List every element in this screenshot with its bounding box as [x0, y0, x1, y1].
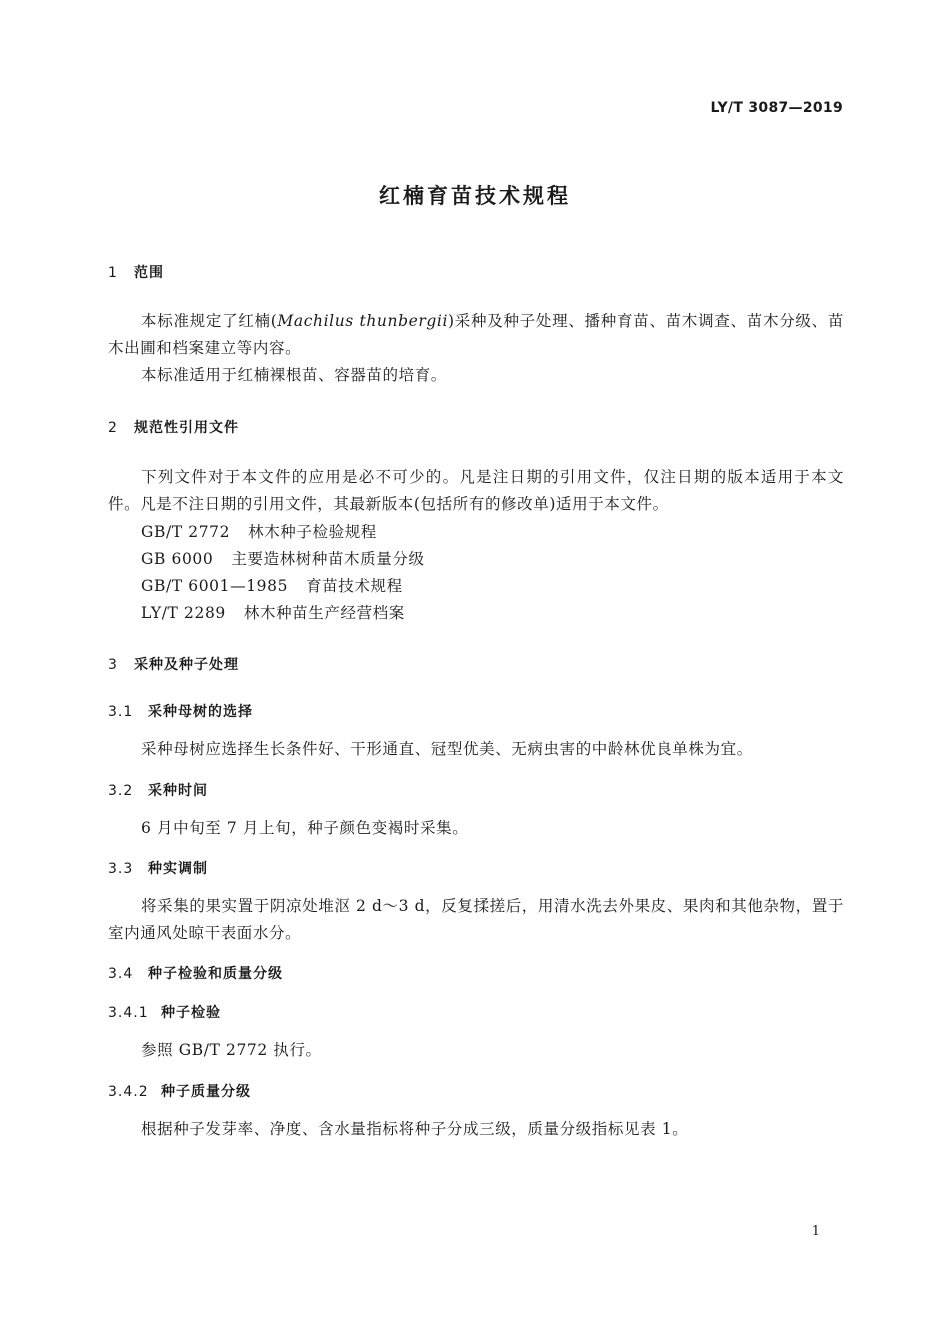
- reference-item: GB/T 6001—1985 育苗技术规程: [141, 577, 403, 595]
- section-3-4-2-heading: 3.4.2 种子质量分级: [108, 1084, 251, 1100]
- section-3-3-heading: 3.3 种实调制: [108, 861, 208, 877]
- section-2-heading: 2 规范性引用文件: [108, 420, 239, 436]
- section-number: 1: [108, 265, 118, 281]
- section-3-heading: 3 采种及种子处理: [108, 657, 239, 673]
- scope-paragraph-1: 本标准规定了红楠(Machilus thunbergii)采种及种子处理、播种育苗、苗木调查、苗木分级、苗木出圃和档案建立等内容。: [108, 312, 844, 357]
- section-1-heading: [108, 262, 164, 282]
- reference-item: LY/T 2289 林木种苗生产经营档案: [141, 604, 405, 622]
- reference-item: GB 6000 主要造林树种苗木质量分级: [141, 550, 425, 568]
- section-3-4-heading: 3.4 种子检验和质量分级: [108, 966, 283, 982]
- latin-species-name: Machilus thunbergii: [277, 312, 449, 330]
- reference-item: GB/T 2772 林木种子检验规程: [141, 523, 377, 541]
- page-number: 1: [811, 1224, 820, 1239]
- section-3-2-heading: 3.2 采种时间: [108, 783, 208, 799]
- section-3-4-2-text: 根据种子发芽率、净度、含水量指标将种子分成三级，质量分级指标见表 1。: [141, 1120, 689, 1138]
- standard-code: LY/T 3087—2019: [710, 100, 843, 116]
- scope-paragraph-2: 本标准适用于红楠裸根苗、容器苗的培育。: [141, 366, 447, 384]
- section-3-1-heading: 3.1 采种母树的选择: [108, 704, 253, 720]
- section-3-4-1-heading: 3.4.1 种子检验: [108, 1005, 221, 1021]
- section-3-4-1-text: 参照 GB/T 2772 执行。: [141, 1041, 322, 1059]
- references-intro: 下列文件对于本文件的应用是必不可少的。凡是注日期的引用文件，仅注日期的版本适用于本文件。凡是不注日期的引用文件，其最新版本(包括所有的修改单)适用于本文件。: [108, 468, 844, 513]
- section-3-3-text: 将采集的果实置于阴凉处堆沤 2 d～3 d，反复揉搓后，用清水洗去外果皮、果肉和其他杂物，置于室内通风处晾干表面水分。: [108, 897, 844, 942]
- section-3-1-text: 采种母树应选择生长条件好、干形通直、冠型优美、无病虫害的中龄林优良单株为宜。: [141, 740, 753, 758]
- section-title: 范围: [134, 265, 164, 281]
- section-3-2-text: 6 月中旬至 7 月上旬，种子颜色变褐时采集。: [141, 819, 469, 837]
- document-title: 红楠育苗技术规程: [379, 184, 571, 208]
